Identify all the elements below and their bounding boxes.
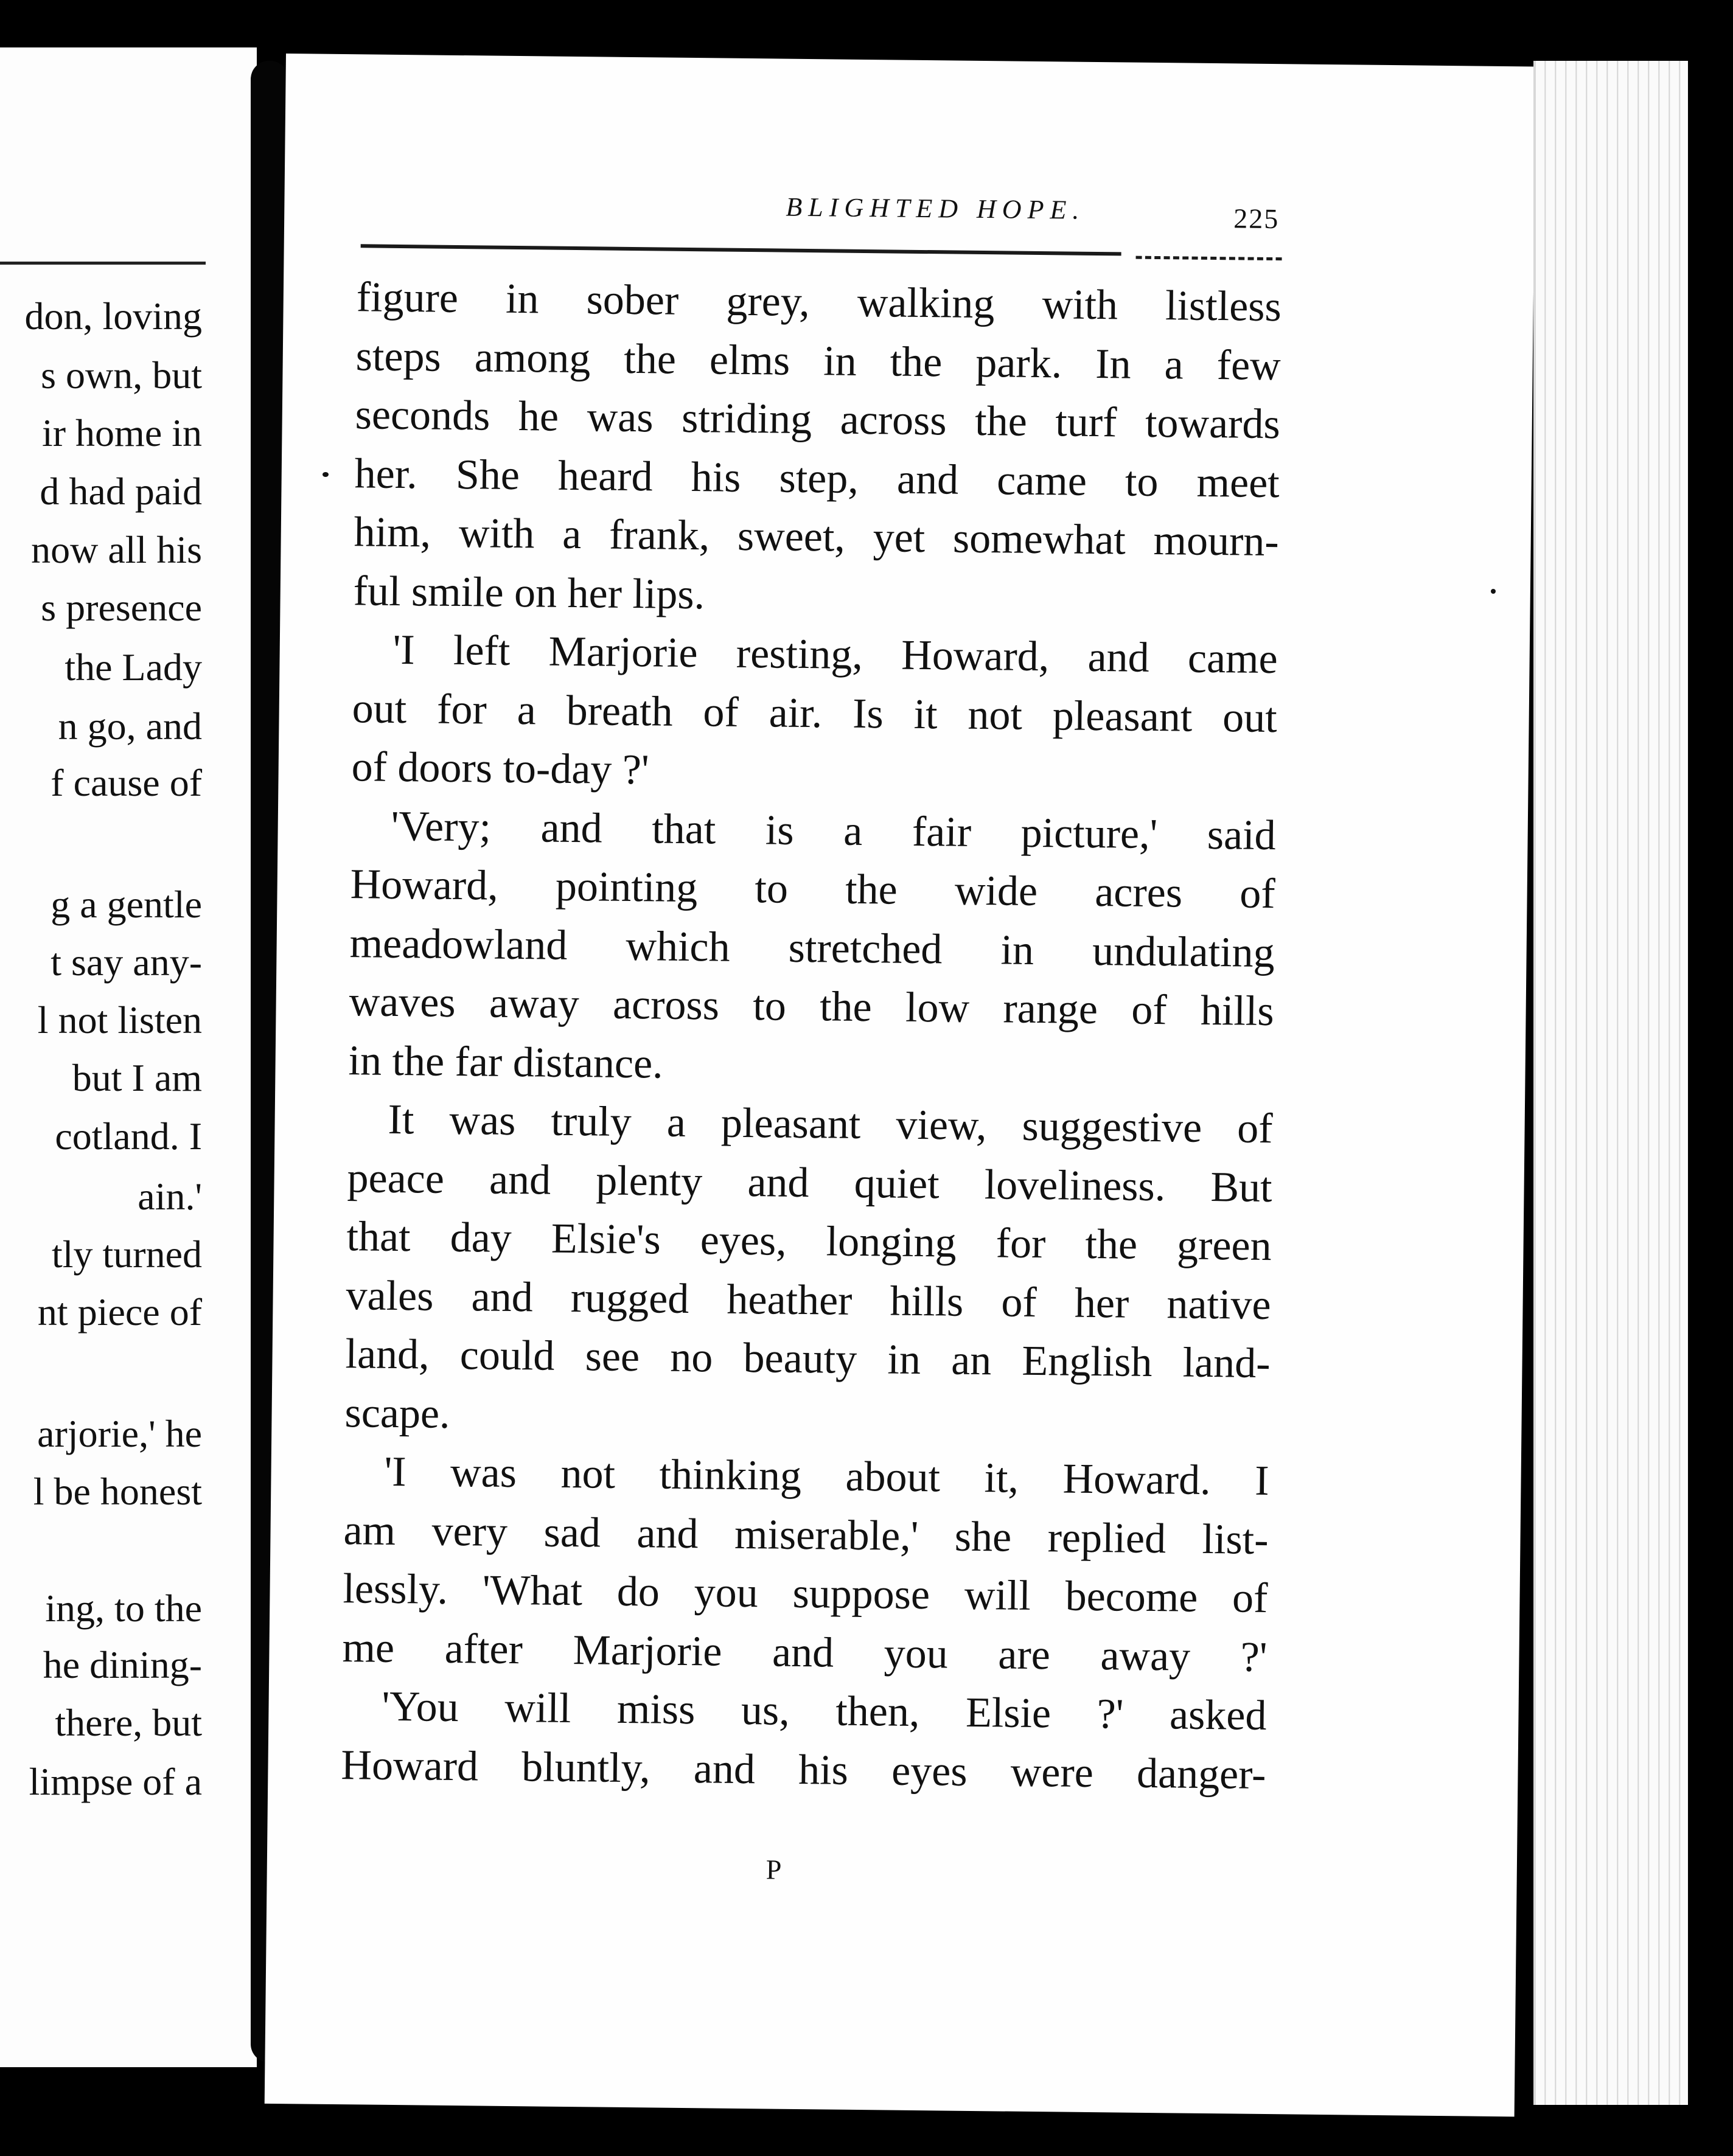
text-line: him, with a frank, sweet, yet somewhat mourn- [354, 509, 1280, 566]
text-line: seconds he was striding across the turf towards [355, 391, 1281, 448]
text-line: of doors to-day ?' [351, 743, 649, 794]
left-page-line: s own, but [41, 353, 202, 397]
left-page-line: now all his [31, 528, 202, 571]
left-page-line: the Lady [65, 645, 202, 689]
text-line: am very sad and miserable,' she replied list- [343, 1506, 1269, 1563]
text-line: ful smile on her lips. [353, 567, 705, 618]
text-line: 'You will miss us, then, Elsie ?' asked [382, 1683, 1267, 1740]
left-page-line: tly turned [51, 1233, 202, 1276]
left-page-line: ain.' [138, 1175, 202, 1218]
text-line: lessly. 'What do you suppose will become of [343, 1565, 1268, 1622]
left-page-line: ing, to the [45, 1587, 202, 1630]
left-page-line: n go, and [58, 704, 202, 748]
left-page-line: cotland. I [55, 1115, 202, 1158]
text-line: that day Elsie's eyes, longing for the green [346, 1213, 1272, 1270]
running-head: BLIGHTED HOPE. [786, 192, 1086, 225]
text-line: 'I was not thinking about it, Howard. I [384, 1448, 1269, 1505]
text-line: waves away across to the low range of hills [349, 978, 1275, 1035]
left-page-line: don, loving [24, 294, 202, 338]
left-page-line: l be honest [33, 1470, 202, 1513]
text-line: 'I left Marjorie resting, Howard, and came [392, 626, 1278, 683]
left-page-line: l not listen [37, 998, 202, 1041]
text-line: figure in sober grey, walking with listless [356, 274, 1282, 331]
text-line: her. She heard his step, and came to meet [354, 450, 1280, 507]
left-page-line: ir home in [41, 411, 202, 454]
left-page-line: arjorie,' he [37, 1412, 202, 1455]
page-number: 225 [1233, 203, 1280, 235]
left-page-line: but I am [72, 1056, 202, 1099]
text-line: Howard, pointing to the wide acres of [350, 861, 1276, 918]
left-page-header-rule [0, 262, 206, 265]
left-page-line: s presence [41, 586, 202, 629]
text-line: scape. [344, 1389, 450, 1438]
page-edges [1533, 61, 1688, 2105]
left-page-line: there, but [55, 1701, 202, 1744]
text-line: peace and plenty and quiet loveliness. But [347, 1154, 1272, 1211]
text-line: me after Marjorie and you are away ?' [342, 1624, 1267, 1681]
signature-mark: P [765, 1854, 782, 1885]
right-page [265, 54, 1536, 2116]
text-line: land, could see no beauty in an English land- [345, 1330, 1271, 1388]
text-line: 'Very; and that is a fair picture,' said [391, 802, 1277, 859]
text-line: steps among the elms in the park. In a few [355, 332, 1281, 389]
page-body-text [341, 268, 1281, 1804]
header-rule [361, 244, 1121, 256]
left-page-line: f cause of [51, 761, 202, 804]
text-line: meadowland which stretched in undulating [349, 919, 1275, 976]
left-page-line: limpse of a [29, 1760, 202, 1803]
text-line: vales and rugged heather hills of her native [346, 1271, 1271, 1329]
text-line: in the far distance. [348, 1037, 664, 1088]
left-page-line: nt piece of [37, 1290, 202, 1334]
dust-speck [1491, 589, 1496, 594]
header-rule-dashed [1136, 256, 1282, 261]
left-page-line: t say any- [51, 941, 202, 984]
left-page [0, 47, 257, 2067]
text-line: out for a breath of air. Is it not pleasant out [352, 684, 1278, 742]
left-page-line: g a gentle [51, 883, 202, 926]
left-page-line: d had paid [40, 470, 202, 513]
dust-speck [323, 472, 329, 477]
left-page-line: he dining- [43, 1643, 202, 1686]
text-line: It was truly a pleasant view, suggestive of [388, 1096, 1273, 1153]
text-line: Howard bluntly, and his eyes were danger- [341, 1741, 1266, 1798]
